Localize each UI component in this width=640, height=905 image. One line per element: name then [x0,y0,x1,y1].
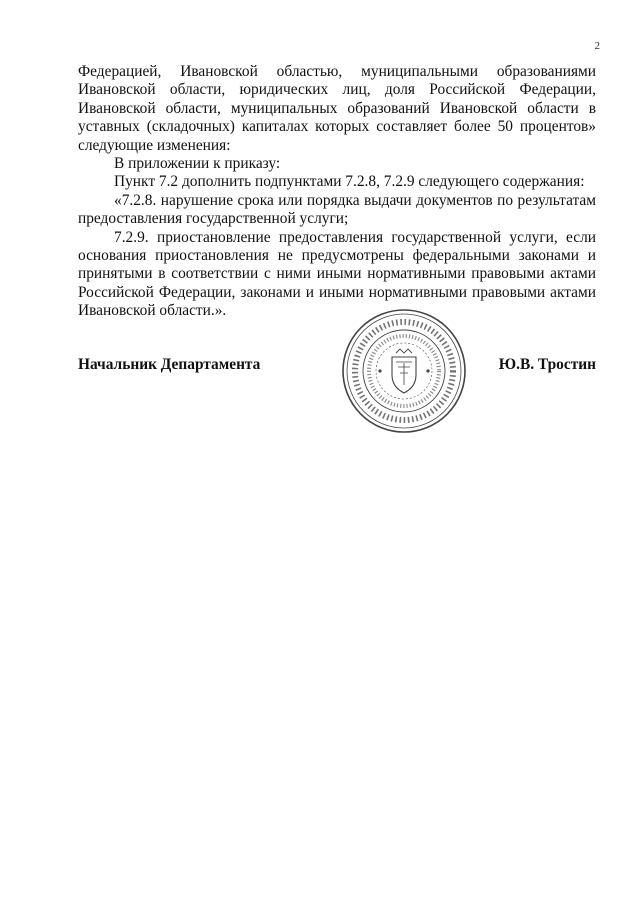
page-number: 2 [594,40,600,52]
paragraph-continuation: Федерацией, Ивановской областью, муниципальными образованиями Ивановской области, юридических лиц, доля Российской Федерации, Ивановской области, муниципальных образований Ивановской области в уставных (складочных) капиталах которых составляет более 50 процентов» следующие изменения: [78,63,596,154]
seal-star-left [378,369,381,372]
seal-coat-of-arms [392,349,416,393]
signatory-title: Начальник Департамента [78,356,261,373]
official-seal-stamp [340,307,468,435]
paragraph-appendix-intro: В приложении к приказу: [114,155,281,173]
paragraph-item-7-2-9: 7.2.9. приостановление предоставления государственной услуги, если основания приостановления не предусмотрены федеральными законами и принятыми в соответствии с ними иными нормативными правовыми актами Российской Федерации, законами и иными нормативными правовыми актами Ивановской области.». [78,228,596,320]
document-body [78,63,596,321]
paragraph-item-7-2-8: «7.2.8. нарушение срока или порядка выдачи документов по результатам предоставления государственной услуги; [78,191,596,228]
seal-star-right [426,369,429,372]
signatory-name: Ю.В. Тростин [498,356,596,373]
paragraph-amendment-intro: Пункт 7.2 дополнить подпунктами 7.2.8, 7.2.9 следующего содержания: [114,173,585,191]
